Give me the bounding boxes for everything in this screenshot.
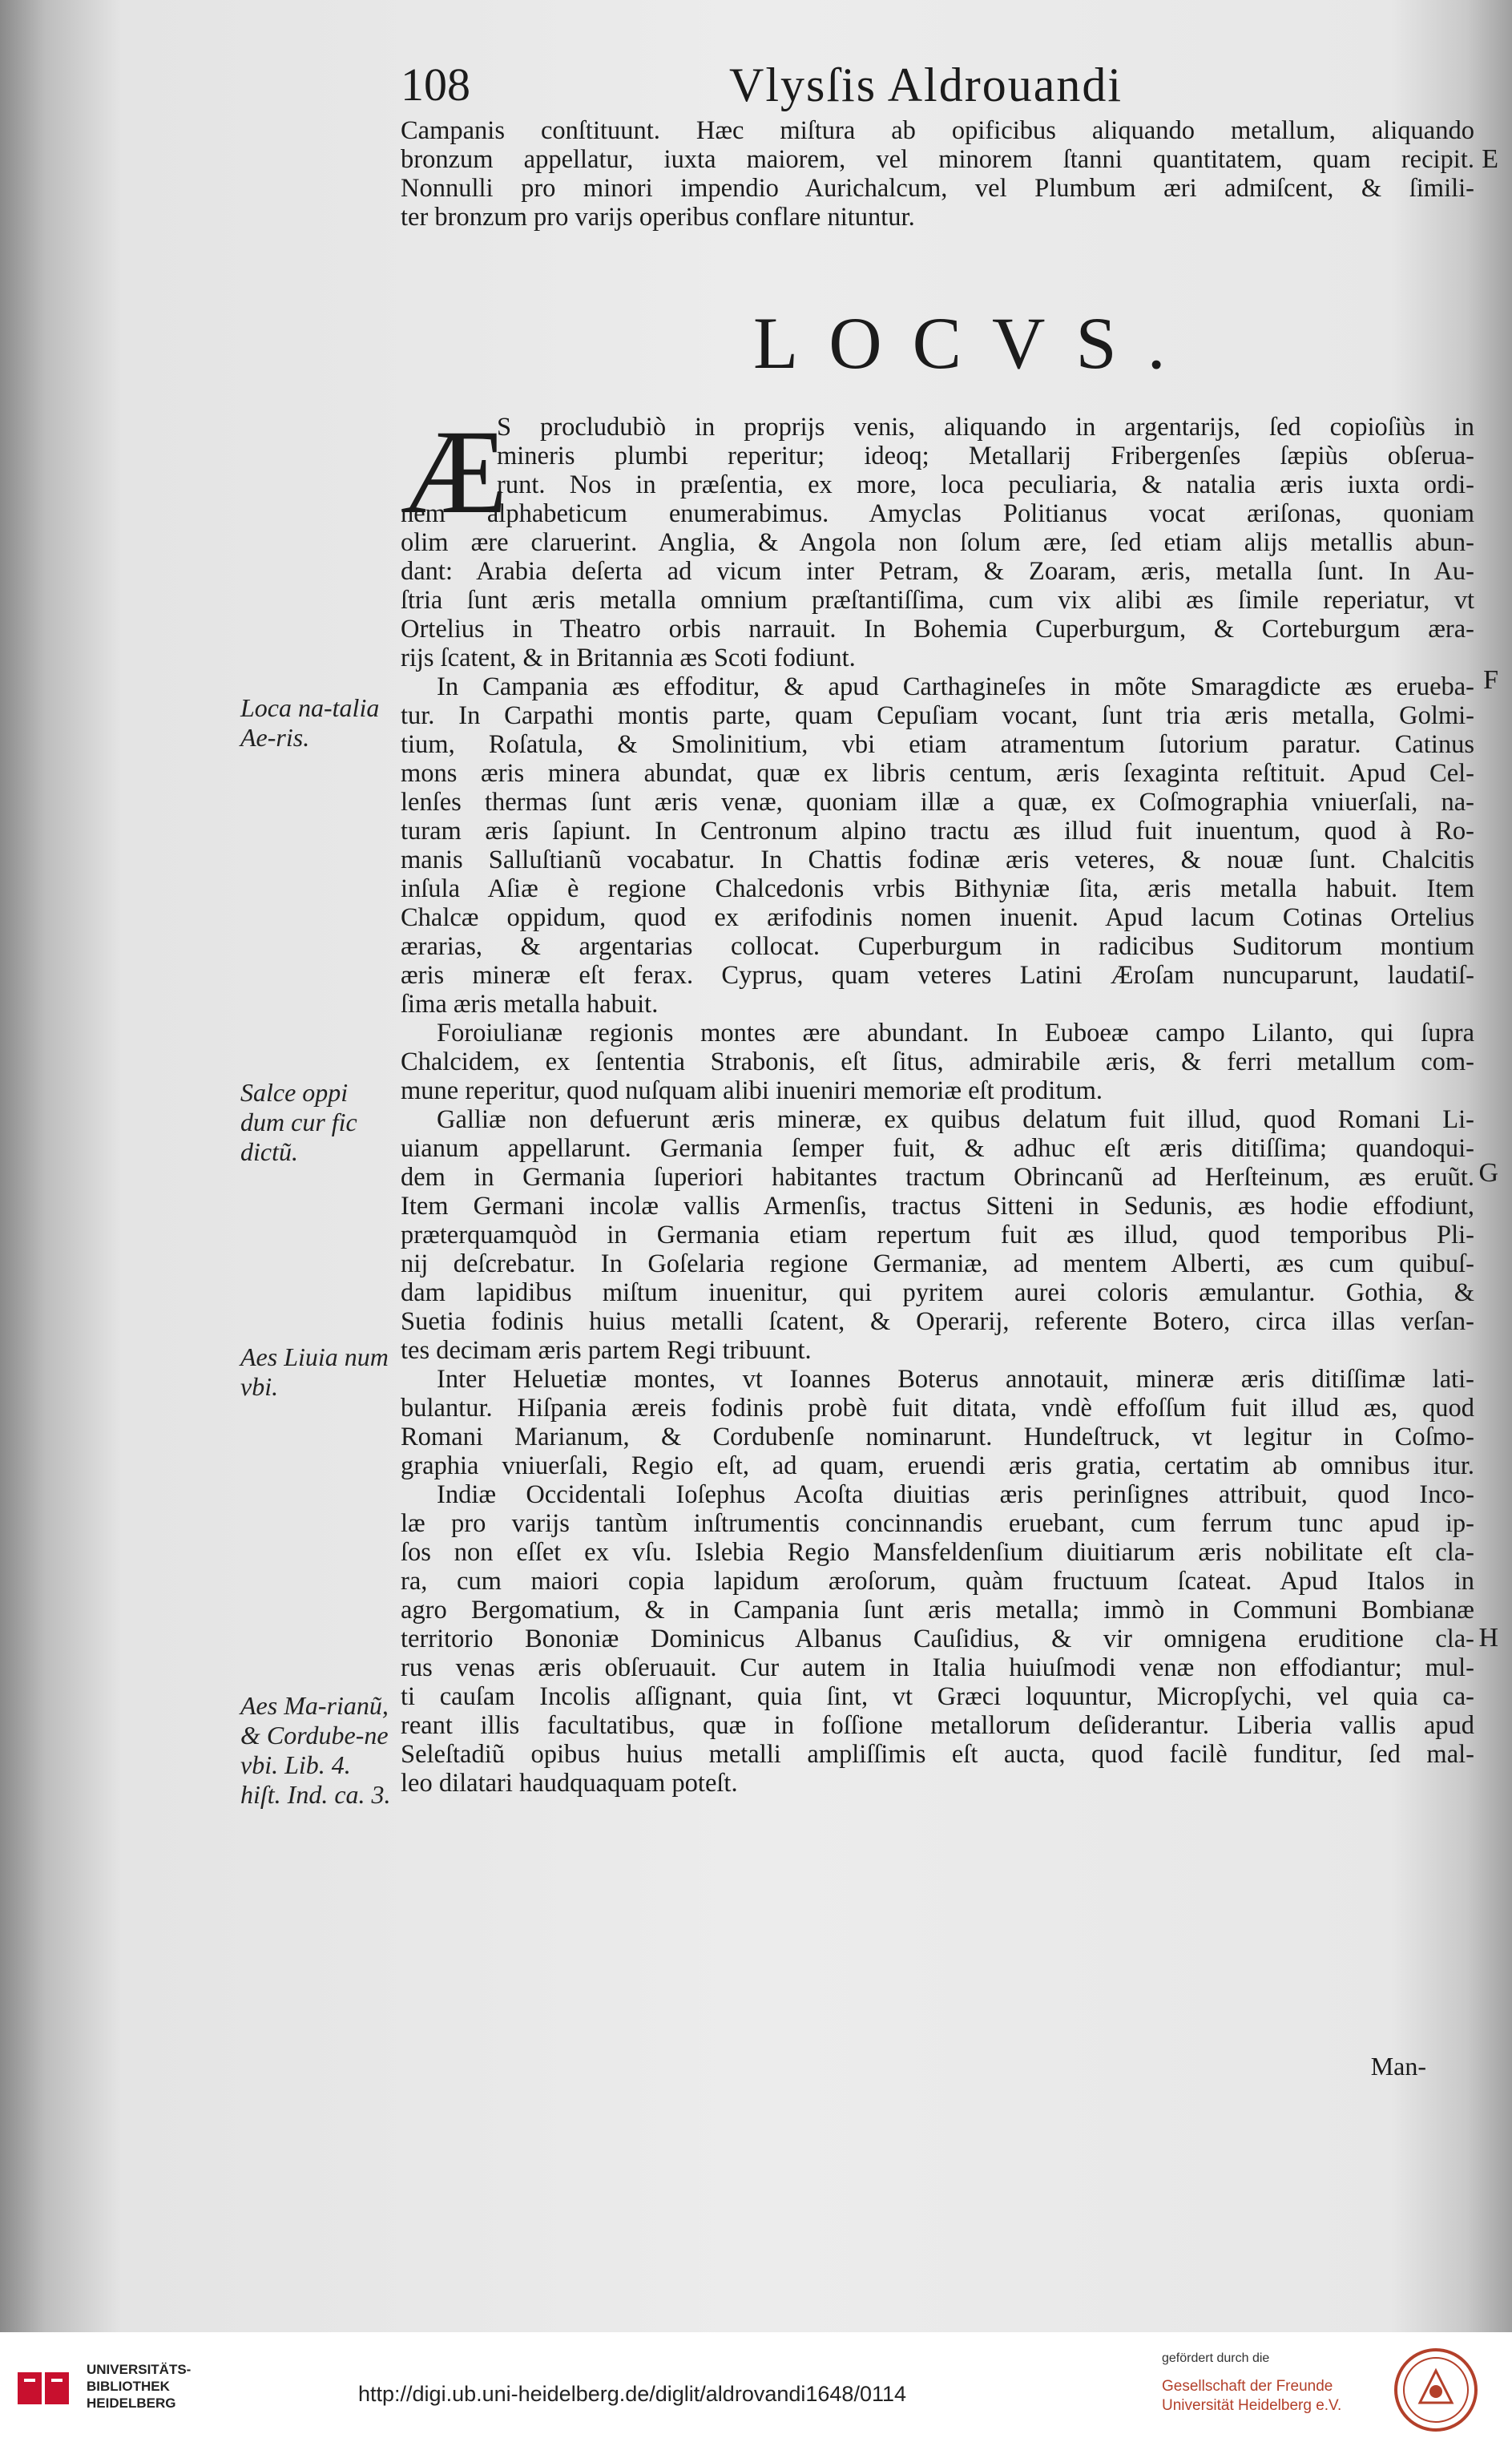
text-line: Inter Heluetiæ montes, vt Ioannes Boterus annotauit, mineræ æris ditiſſimæ lati- bbox=[437, 1365, 1474, 1394]
margin-note-salce: Salce oppi dum cur fic dictũ. bbox=[240, 1078, 357, 1166]
sponsor-line: Gesellschaft der Freunde bbox=[1162, 2378, 1333, 2395]
text-line: tur. In Carpathi montis parte, quam Cepuſiam vocant, ſunt tria æris metalla, Golmi- bbox=[401, 701, 1474, 730]
text-line: Foroiulianæ regionis montes ære abundant. In Euboeæ campo Lilanto, qui ſupra bbox=[437, 1019, 1474, 1047]
text-line: nij deſcrebatur. In Goſelaria regione Germaniæ, ad mentem Alberti, æs cum quibuſ- bbox=[401, 1249, 1474, 1278]
library-line: UNIVERSITÄTS- bbox=[87, 2362, 192, 2377]
library-line: BIBLIOTHEK bbox=[87, 2379, 170, 2394]
main-text bbox=[401, 406, 1474, 1798]
text-line: Romani Marianum, & Cordubenſe nominarunt. Hundeſtruck, vt legitur in Coſmo- bbox=[401, 1423, 1474, 1451]
sponsor-name bbox=[1162, 2377, 1341, 2416]
text-line: S procludubiò in proprijs venis, aliquando in argentarijs, ſed copioſiùs in bbox=[497, 413, 1474, 442]
text-line: rijs ſcatent, & in Britannia æs Scoti fodiunt. bbox=[401, 644, 856, 672]
paragraph-campania bbox=[401, 672, 1474, 1019]
text-line: læ pro varijs tantùm inſtrumentis concinnandis eruebant, cum ferrum tunc apud ip- bbox=[401, 1509, 1474, 1538]
text-line: nem alphabeticum enumerabimus. Amyclas Politianus vocat æriſonas, quoniam bbox=[401, 499, 1474, 528]
sponsor-line: Universität Heidelberg e.V. bbox=[1162, 2397, 1342, 2414]
text-line: mune reperitur, quod nuſquam alibi inueniri memoriæ eſt proditum. bbox=[401, 1076, 1103, 1105]
text-line: ſos non eſſet ex vſu. Islebia Regio Mansfeldenſium diuitiarum æris nobilitate eſt cla- bbox=[401, 1538, 1474, 1567]
catchword: Man- bbox=[1370, 2052, 1426, 2081]
text-line: Chalcæ oppidum, quod ex ærifodinis nomen inuenit. Apud lacum Cotinas Ortelius bbox=[401, 903, 1474, 932]
permalink-url[interactable]: http://digi.ub.uni-heidelberg.de/diglit/aldrovandi1648/0114 bbox=[358, 2382, 907, 2406]
margin-note-loca: Loca na-talia Ae-ris. bbox=[240, 693, 380, 752]
university-seal-icon bbox=[1393, 2347, 1479, 2433]
library-logo-icon bbox=[16, 2364, 72, 2412]
text-line: runt. Nos in præſentia, ex more, loca peculiaria, & natalia æris iuxta ordi- bbox=[497, 470, 1474, 499]
text-line: dam lapidibus miſtum inuenitur, qui pyritem aurei coloris æmulantur. Gothia, & bbox=[401, 1278, 1474, 1307]
dropcap-letter: Æ bbox=[401, 406, 508, 539]
intro-paragraph bbox=[401, 116, 1474, 232]
digitization-footer bbox=[0, 2332, 1512, 2442]
text-line: dant: Arabia deſerta ad vicum inter Petram, & Zoaram, æris, metalla ſunt. In Au- bbox=[401, 557, 1474, 586]
text-line: ter bronzum pro varijs operibus conflare nituntur. bbox=[401, 203, 915, 232]
text-line: æris mineræ eſt ferax. Cyprus, quam veteres Latini Æroſam nuncuparunt, laudatiſ- bbox=[401, 961, 1474, 990]
paragraph-foroiuliana bbox=[401, 1019, 1474, 1105]
text-line: Campanis conſtituunt. Hæc miſtura ab opificibus aliquando metallum, aliquando bbox=[401, 116, 1474, 145]
paragraph-india bbox=[401, 1480, 1474, 1798]
paragraph-heluetia bbox=[401, 1365, 1474, 1480]
text-line: olim ære claruerint. Anglia, & Angola non ſolum ære, ſed etiam alijs metallis abun- bbox=[401, 528, 1474, 557]
paragraph-with-dropcap bbox=[401, 406, 1474, 672]
text-line: In Campania æs effoditur, & apud Carthagineſes in mõte Smaragdicte æs erueba- bbox=[437, 672, 1474, 701]
text-line: bronzum appellatur, iuxta maiorem, vel minorem ſtanni quantitatem, quam recipit. bbox=[401, 145, 1474, 174]
text-line: graphia vniuerſali, Regio eſt, ad quam, eruendi æris gratia, certatim ab omnibus itur. bbox=[401, 1451, 1474, 1480]
text-line: Galliæ non defuerunt æris mineræ, ex quibus delatum fuit illud, quod Romani Li- bbox=[437, 1105, 1474, 1134]
margin-note-liuianum: Aes Liuia num vbi. bbox=[240, 1342, 389, 1401]
text-line: inſula Aſiæ è regione Chalcedonis vrbis Bithyniæ ſita, æris metalla habuit. Item bbox=[401, 874, 1474, 903]
text-line: leo dilatari haudquaquam poteſt. bbox=[401, 1769, 738, 1798]
gathering-letter-f: F bbox=[1483, 665, 1498, 695]
text-line: Ortelius in Theatro orbis narrauit. In Bohemia Cuperburgum, & Corteburgum æra- bbox=[401, 615, 1474, 644]
text-line: uianum appellarunt. Germania ſemper fuit, & adhuc eſt æris ditiſſima; quandoqui- bbox=[401, 1134, 1474, 1163]
library-name bbox=[87, 2361, 191, 2412]
paragraph-gallia bbox=[401, 1105, 1474, 1365]
text-line: reant illis facultatibus, quæ in foſſione metallorum deſiderantur. Liberia vallis apud bbox=[401, 1711, 1474, 1740]
text-line: mineris plumbi reperitur; ideoq; Metallarij Fribergenſes ſæpiùs obſerua- bbox=[497, 442, 1474, 470]
text-line: turam æris ſapiunt. In Centronum alpino tractu æs illud fuit inuentum, quod à Ro- bbox=[401, 817, 1474, 846]
text-line: agro Bergomatium, & in Campania ſunt æris metalla; immò in Communi Bombianæ bbox=[401, 1596, 1474, 1625]
text-line: ærarias, & argentarias collocat. Cuperburgum in radicibus Suditorum montium bbox=[401, 932, 1474, 961]
text-line: ra, cum maiori copia lapidum æroſorum, quàm fructuum ſcateat. Apud Italos in bbox=[401, 1567, 1474, 1596]
library-line: HEIDELBERG bbox=[87, 2396, 176, 2411]
text-line: Nonnulli pro minori impendio Aurichalcum, vel Plumbum æri admiſcent, & ſimili- bbox=[401, 174, 1474, 203]
gathering-letter-e: E bbox=[1482, 144, 1498, 174]
text-line: tes decimam æris partem Regi tribuunt. bbox=[401, 1336, 812, 1365]
text-line: ſtria ſunt æris metalla omnium præſtantiſſima, cum vix alibi æs ſimile reperiatur, vt bbox=[401, 586, 1474, 615]
text-line: ſima æris metalla habuit. bbox=[401, 990, 659, 1019]
text-line: rus venas æris obſeruauit. Cur autem in Italia huiuſmodi venæ non effodiantur; mul- bbox=[401, 1653, 1474, 1682]
text-line: lenſes thermas ſunt æris venæ, quoniam illæ a quæ, ex Coſmographia vniuerſali, na- bbox=[401, 788, 1474, 817]
text-line: Indiæ Occidentali Ioſephus Acoſta diuitias æris perinſignes attribuit, quod Inco- bbox=[437, 1480, 1474, 1509]
book-page bbox=[208, 40, 1498, 2324]
text-line: Item Germani incolæ vallis Armenſis, tractus Sitteni in Sedunis, æs hodie effodiunt, bbox=[401, 1192, 1474, 1221]
text-line: Chalcidem, ex ſententia Strabonis, eſt ſitus, admirabile æris, & ferri metallum com- bbox=[401, 1047, 1474, 1076]
text-line: mons æris minera abundat, quæ ex libris centum, æris ſexaginta reſtituit. Apud Cel- bbox=[401, 759, 1474, 788]
text-line: bulantur. Hiſpania æreis fodinis probè fuit ditata, vndè effoſſum fuit illud æs, quod bbox=[401, 1394, 1474, 1423]
section-title: LOCVS. bbox=[753, 302, 1196, 384]
text-line: Seleſtadiũ opibus huius metalli ampliſſimis eſt aucta, quod facilè funditur, ſed mal- bbox=[401, 1740, 1474, 1769]
text-line: præterquamquòd in Germania etiam repertum fuit æs illud, quod temporibus Pli- bbox=[401, 1221, 1474, 1249]
text-line: ti cauſam Incolis aſſignant, quia ſint, vt Græci loquuntur, Micropſychi, vel quia ca- bbox=[401, 1682, 1474, 1711]
gathering-letter-g: G bbox=[1478, 1158, 1498, 1188]
gathering-letter-h: H bbox=[1478, 1623, 1498, 1653]
margin-note-marianum: Aes Ma-rianũ, & Cordube-ne vbi. Lib. 4. hiſt. Ind. ca. 3. bbox=[240, 1691, 391, 1809]
text-line: dem in Germania ſuperiori habitantes tractum Obrincanũ ad Herſteinum, æs eruũt. bbox=[401, 1163, 1474, 1192]
sponsor-note: gefördert durch die bbox=[1162, 2351, 1270, 2365]
page-number: 108 bbox=[401, 59, 470, 111]
text-line: Suetia fodinis huius metalli ſcatent, & Operarij, referente Botero, circa illas verſan- bbox=[401, 1307, 1474, 1336]
text-line: tium, Roſatula, & Smolinitium, vbi etiam atramentum ſutorium paratur. Catinus bbox=[401, 730, 1474, 759]
text-line: manis Salluſtianũ vocabatur. In Chattis fodinæ æris veteres, & nouæ ſunt. Chalcitis bbox=[401, 846, 1474, 874]
running-title: Vlysſis Aldrouandi bbox=[729, 59, 1123, 111]
text-line: territorio Bononiæ Dominicus Albanus Cauſidius, & vir omnigena eruditione cla- bbox=[401, 1625, 1474, 1653]
